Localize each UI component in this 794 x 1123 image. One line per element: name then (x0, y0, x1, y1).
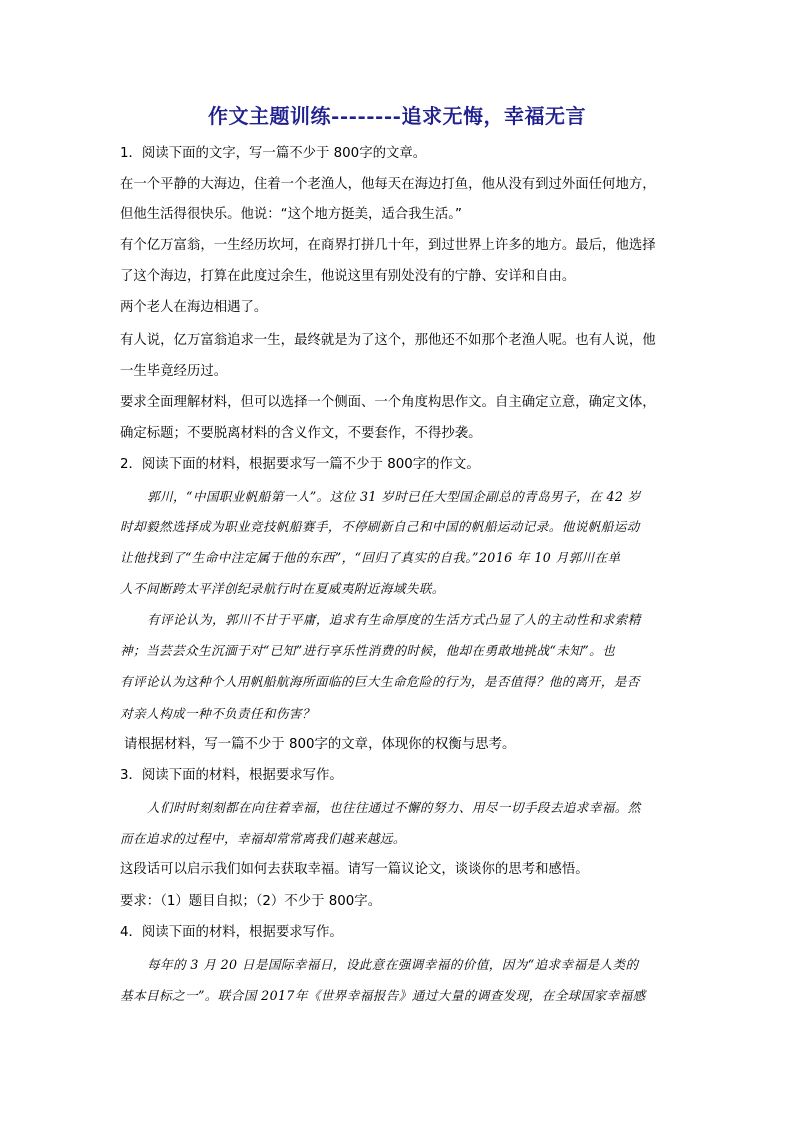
material-line: 人不间断跨太平洋创纪录航行时在夏威夷附近海域失联。 (120, 581, 445, 596)
material-line: 基本目标之一”。联合国 2017年《世界幸福报告》通过大量的调查发现，在全球国家幸福感 (120, 988, 646, 1003)
paragraph-line: 有个亿万富翁，一生经历坎坷，在商界打拼几十年，到过世界上许多的地方。最后，他选择 (120, 238, 656, 253)
material-line: 神；当芸芸众生沉湎于对“已知”进行享乐性消费的时候，他却在勇敢地挑战“未知”。也 (120, 643, 616, 658)
material-line: 有评论认为这种个人用帆船航海所面临的巨大生命危险的行为，是否值得？他的离开，是否 (120, 674, 640, 689)
question-1-heading: 1．阅读下面的文字，写一篇不少于 800字的文章。 (120, 146, 427, 161)
question-4-heading: 4．阅读下面的材料，根据要求写作。 (120, 925, 343, 940)
material-line: 时却毅然选择成为职业竞技帆船赛手，不停刷新自己和中国的帆船运动记录。他说帆船运动 (120, 519, 640, 534)
question-3-heading: 3．阅读下面的材料，根据要求写作。 (120, 768, 343, 783)
paragraph-line: 了这个海边，打算在此度过余生，他说这里有别处没有的宁静、安详和自由。 (120, 269, 576, 284)
material-line: 有评论认为，郭川不甘于平庸，追求有生命厚度的生活方式凸显了人的主动性和求索精 (147, 612, 641, 627)
material-line: 人们时时刻刻都在向往着幸福，也往往通过不懈的努力、用尽一切手段去追求幸福。然 (147, 800, 641, 815)
page-title: 作文主题训练--------追求无悔，幸福无言 (208, 104, 586, 128)
material-line: 对亲人构成一种不负责任和伤害？ (120, 706, 315, 721)
requirement-line: 确定标题；不要脱离材料的含义作文，不要套作，不得抄袭。 (120, 426, 482, 441)
paragraph-line: 但他生活得很快乐。他说：“这个地方挺美，适合我生活。” (120, 207, 462, 222)
paragraph-line: 有人说，亿万富翁追求一生，最终就是为了这个，那他还不如那个老渔人呢。也有人说，他 (120, 333, 656, 348)
paragraph-line: 在一个平静的大海边，住着一个老渔人，他每天在海边打鱼，他从没有到过外面任何地方， (120, 177, 656, 192)
requirement-line: 请根据材料，写一篇不少于 800字的文章，体现你的权衡与思考。 (124, 737, 516, 752)
paragraph-line: 两个老人在海边相遇了。 (120, 300, 268, 315)
requirement-line: 要求：（1）题目自拟；（2）不少于 800字。 (120, 894, 382, 909)
material-line: 郭川，“中国职业帆船第一人”。这位 31 岁时已任大型国企副总的青岛男子，在 42 岁 (147, 489, 641, 504)
requirement-line: 要求全面理解材料，但可以选择一个侧面、一个角度构思作文。自主确定立意，确定文体， (120, 395, 656, 410)
material-line: 每年的 3 月 20 日是国际幸福日，设此意在强调幸福的价值，因为“追求幸福是人类的 (147, 957, 639, 972)
material-line: 让他找到了“生命中注定属于他的东西”，“回归了真实的自我。”2016 年 10 月郭川在单 (120, 550, 621, 565)
paragraph-line: 一生毕竟经历过。 (120, 364, 228, 379)
requirement-line: 这段话可以启示我们如何去获取幸福。请写一篇议论文，谈谈你的思考和感悟。 (120, 862, 589, 877)
material-line: 而在追求的过程中，幸福却常常离我们越来越远。 (120, 831, 406, 846)
question-2-heading: 2．阅读下面的材料，根据要求写一篇不少于 800字的作文。 (120, 457, 480, 472)
